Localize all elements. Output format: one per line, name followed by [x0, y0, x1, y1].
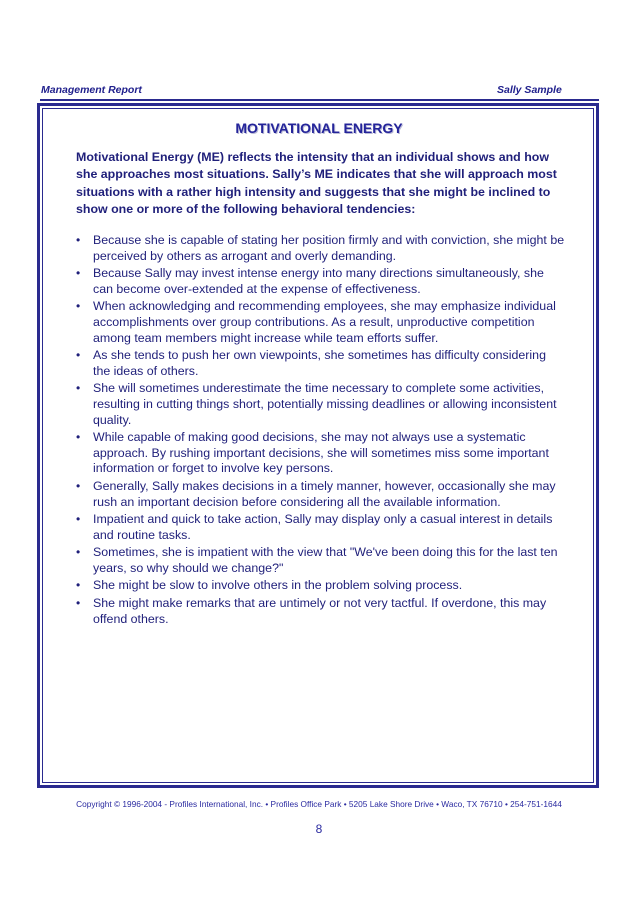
bullet-icon: •	[76, 545, 81, 560]
bullet-icon: •	[76, 381, 81, 396]
header-rule	[40, 99, 599, 101]
copyright-footer: Copyright © 1996-2004 - Profiles International, Inc. • Profiles Office Park • 5205 Lake Shore Drive • Waco, TX 76710 • 254-751-1644	[76, 799, 562, 809]
list-item-text: Because Sally may invest intense energy into many directions simultaneously, she can become over-extended at the expense of effectiveness.	[93, 266, 544, 296]
list-item	[76, 479, 566, 510]
list-item	[76, 578, 566, 594]
bullet-icon: •	[76, 512, 81, 527]
list-item-text: Generally, Sally makes decisions in a timely manner, however, occasionally she may rush an important decision before considering all the available information.	[93, 478, 556, 509]
list-item	[76, 545, 566, 576]
list-item	[76, 233, 566, 264]
list-item-text: Impatient and quick to take action, Sally may display only a casual interest in details and routine tasks.	[93, 512, 553, 542]
list-item-text: As she tends to push her own viewpoints, she sometimes has difficulty considering the ideas of others.	[93, 348, 546, 378]
list-item-text: When acknowledging and recommending employees, she may emphasize individual accomplishments over group contributions. As a result, unproductive competition among team members might increase while team efforts suffer.	[93, 299, 556, 345]
bullet-icon: •	[76, 348, 81, 363]
list-item-text: She might make remarks that are untimely or not very tactful. If overdone, this may offend others.	[93, 596, 547, 626]
report-subject-name: Sally Sample	[497, 84, 562, 96]
bullet-icon: •	[76, 266, 81, 281]
bullet-icon: •	[76, 596, 81, 611]
intro-paragraph: Motivational Energy (ME) reflects the intensity that an individual shows and how she approaches most situations. Sally’s ME indicates that she will approach most situations with a rather high intensity and suggests that she might be inclined to show one or more of the following behavioral tendencies:	[76, 150, 557, 216]
tendency-list	[76, 233, 566, 629]
list-item	[76, 299, 566, 346]
list-item-text: She will sometimes underestimate the time necessary to complete some activities, resulting in cutting things short, potentially missing deadlines or allowing inconsistent quality.	[93, 381, 557, 427]
list-item	[76, 381, 566, 428]
report-type-label: Management Report	[41, 84, 142, 96]
list-item-text: Because she is capable of stating her position firmly and with conviction, she might be perceived by others as arrogant and overly demanding.	[93, 233, 565, 263]
list-item-text: Sometimes, she is impatient with the view that "We've been doing this for the last ten years, so why should we change?"	[93, 545, 558, 575]
bullet-icon: •	[76, 299, 81, 314]
bullet-icon: •	[76, 233, 81, 247]
bullet-icon: •	[76, 430, 81, 445]
bullet-icon: •	[76, 478, 81, 493]
list-item-text: She might be slow to involve others in the problem solving process.	[93, 578, 463, 593]
list-item	[76, 266, 566, 297]
list-item	[76, 430, 566, 477]
page-number: 8	[315, 822, 323, 836]
list-item-text: While capable of making good decisions, she may not always use a systematic approach. By rushing important decisions, she will sometimes miss some important information or forget to involve key persons.	[93, 430, 549, 476]
list-item	[76, 348, 566, 379]
bullet-icon: •	[76, 578, 81, 593]
section-title: MOTIVATIONAL ENERGY	[235, 120, 403, 136]
list-item	[76, 596, 566, 627]
list-item	[76, 512, 566, 543]
